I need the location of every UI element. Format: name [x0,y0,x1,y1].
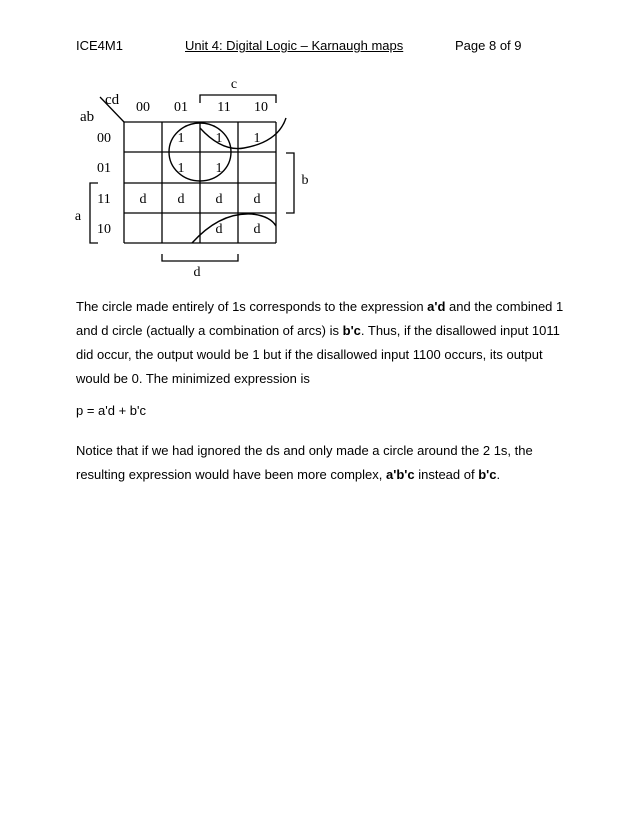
expr-b-prime-c: b'c [342,323,361,338]
col-header: 11 [217,100,231,115]
header-page-number: Page 8 of 9 [455,38,522,53]
group-arc-bottom [192,214,276,243]
kmap-cell: d [139,192,147,207]
paragraph-minimized-expression: p = a'd + b'c [76,403,147,418]
label-a: a [74,209,82,224]
kmap-cell: 1 [177,161,185,176]
row-header: 00 [97,131,111,146]
row-header: 11 [97,192,111,207]
kmap-cell: 1 [177,131,185,146]
paragraph-notice: Notice that if we had ignored the ds and only made a circle around the 2 1s, the resulting expression would have been more complex, a'b'c instead of b'c. [76,443,533,482]
kmap-row-headers [97,131,111,237]
kmap-cell: d [215,192,223,207]
kmap-cell: 1 [215,131,223,146]
kmap-cell: d [215,222,223,237]
expr-a-prime-b-prime-c: a'b'c [386,467,415,482]
row-header: 10 [97,222,111,237]
kmap-brackets [90,95,294,261]
kmap-cell: 1 [215,161,223,176]
header-unit-title: Unit 4: Digital Logic – Karnaugh maps [185,38,404,53]
label-d: d [193,265,201,280]
col-header: 00 [136,100,150,115]
col-header: 01 [174,100,188,115]
corner-label-ab: ab [80,109,95,125]
bracket-d [162,254,238,261]
kmap-cell: d [177,192,185,207]
label-b: b [301,173,309,188]
kmap-cell: 1 [253,131,261,146]
kmap-cell: d [253,192,261,207]
header-course-code: ICE4M1 [76,38,123,53]
paragraph-explanation: The circle made entirely of 1s corresponds to the expression a'd and the combined 1 and d circle (actually a combination of arcs) is b'c. Thus, if the disallowed input 1011 did occur, the output would be 1 but if the disallowed input 1100 occurs, its output would be 0. The minimized expression is [76,299,564,386]
kmap-col-headers [136,100,268,115]
col-header: 10 [254,100,268,115]
expr-a-prime-d: a'd [427,299,446,314]
row-header: 01 [97,161,111,176]
corner-label-cd: cd [105,92,120,108]
label-c: c [230,77,238,92]
bracket-b [286,153,294,213]
expr-b-prime-c: b'c [478,467,497,482]
kmap-cell: d [253,222,261,237]
kmap-groupings [169,118,286,243]
karnaugh-map [0,0,638,300]
